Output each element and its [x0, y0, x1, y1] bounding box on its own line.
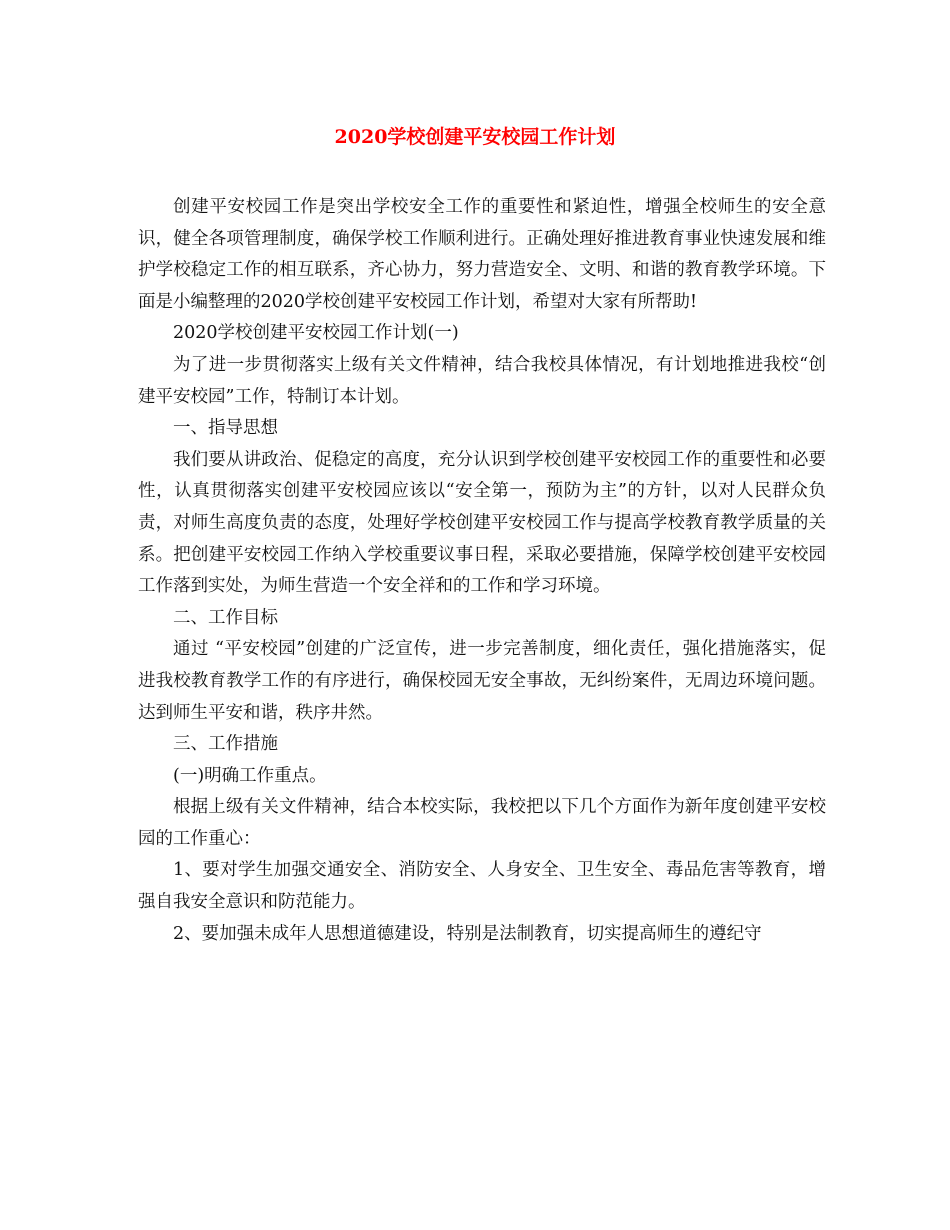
- document-title: 2020学校创建平安校园工作计划: [334, 126, 616, 148]
- purpose-paragraph: 为了进一步贯彻落实上级有关文件精神，结合我校具体情况，有计划地推进我校“创建平安校园”工作，特制订本计划。: [138, 354, 826, 407]
- section-heading-work-goals: 二、工作目标: [173, 607, 278, 628]
- list-item-2: 2、要加强未成年人思想道德建设，特别是法制教育，切实提高师生的遵纪守: [173, 923, 762, 944]
- key-points-paragraph: 根据上级有关文件精神，结合本校实际，我校把以下几个方面作为新年度创建平安校园的工作重心：: [138, 797, 826, 849]
- work-goals-paragraph: 通过 “平安校园”创建的广泛宣传，进一步完善制度，细化责任，强化措施落实，促进我校教育教学工作的有序进行，确保校园无安全事故，无纠纷案件，无周边环境问题。达到师生平安和谐，秩序井然。: [138, 639, 826, 723]
- section-heading-work-measures: 三、工作措施: [173, 734, 278, 755]
- subsection-heading-key-points: (一)明确工作重点。: [173, 765, 327, 786]
- document-body: [138, 192, 826, 950]
- plan-subtitle: 2020学校创建平安校园工作计划(一): [173, 323, 459, 344]
- list-item-1: 1、要对学生加强交通安全、消防安全、人身安全、卫生安全、毒品危害等教育，增强自我安全意识和防范能力。: [138, 860, 826, 913]
- guiding-ideology-paragraph: 我们要从讲政治、促稳定的高度，充分认识到学校创建平安校园工作的重要性和必要性，认真贯彻落实创建平安校园应该以“安全第一，预防为主”的方针，以对人民群众负责，对师生高度负责的态度，处理好学校创建平安校园工作与提高学校教育教学质量的关系。把创建平安校园工作纳入学校重要议事日程，采取必要措施，保障学校创建平安校园工作落到实处，为师生营造一个安全祥和的工作和学习环境。: [138, 449, 826, 597]
- intro-paragraph: 创建平安校园工作是突出学校安全工作的重要性和紧迫性，增强全校师生的安全意识，健全各项管理制度，确保学校工作顺利进行。正确处理好推进教育事业快速发展和维护学校稳定工作的相互联系，齐心协力，努力营造安全、文明、和谐的教育教学环境。下面是小编整理的2020学校创建平安校园工作计划，希望对大家有所帮助!: [138, 197, 826, 312]
- section-heading-guiding-ideology: 一、指导思想: [173, 418, 278, 439]
